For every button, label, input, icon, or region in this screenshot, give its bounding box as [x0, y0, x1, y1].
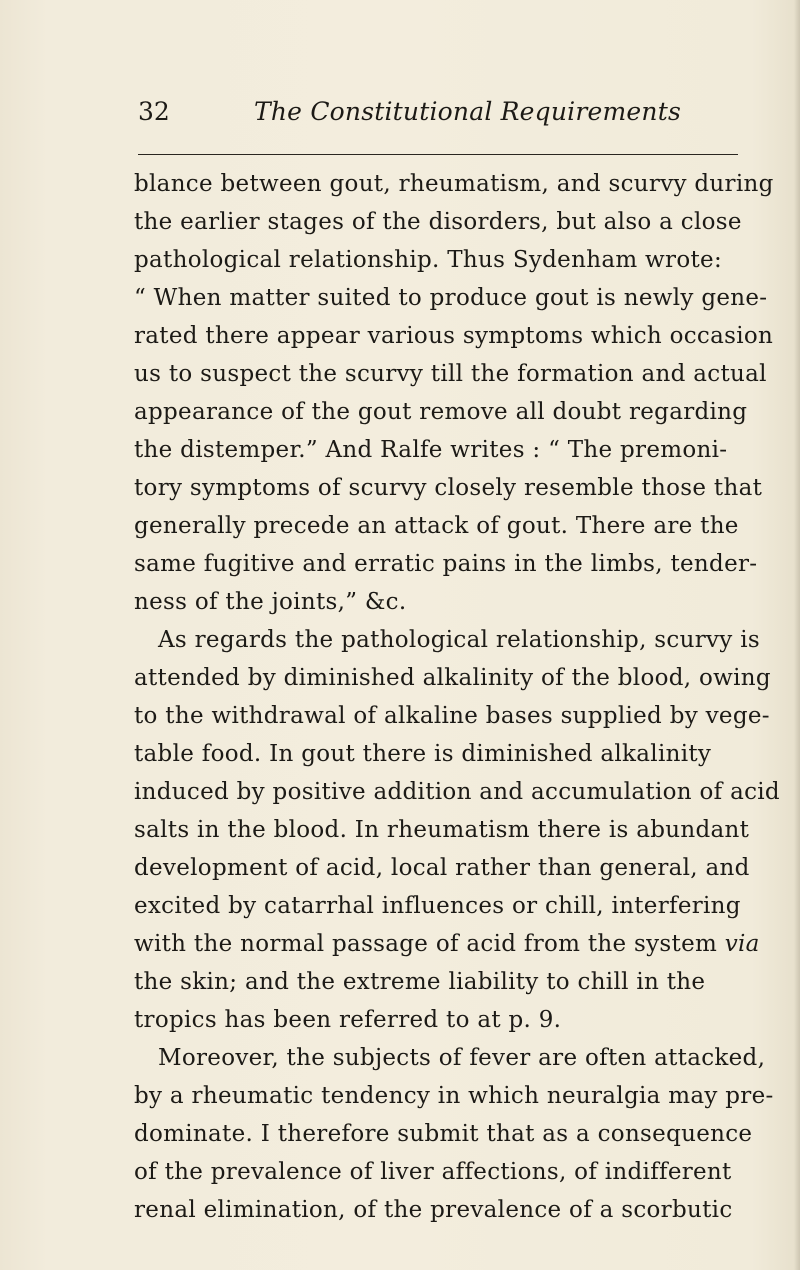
text-line: renal elimination, of the prevalence of a scorbutic [134, 1197, 733, 1223]
text-line: the earlier stages of the disorders, but also a close [134, 209, 742, 235]
text-line: dominate. I therefore submit that as a consequence [134, 1121, 753, 1147]
text-line: ness of the joints,” &c. [134, 589, 407, 615]
text-line: appearance of the gout remove all doubt regarding [134, 399, 748, 425]
text-line: excited by catarrhal influences or chill, interfering [134, 893, 741, 919]
text-line: pathological relationship. Thus Sydenham wrote: [134, 247, 722, 273]
page-number: 32 [138, 97, 170, 126]
header-rule [138, 154, 738, 155]
text-line: tory symptoms of scurvy closely resemble those that [134, 475, 763, 501]
text-line: of the prevalence of liver affections, of indifferent [134, 1159, 732, 1185]
text-line [134, 926, 760, 962]
italic-word: via [724, 931, 760, 957]
text-line: table food. In gout there is diminished alkalinity [134, 741, 712, 767]
text-line: same fugitive and erratic pains in the limbs, tender- [134, 551, 758, 577]
text-line: blance between gout, rheumatism, and scurvy during [134, 171, 774, 197]
text-line: As regards the pathological relationship, scurvy is [158, 627, 760, 653]
text-line: by a rheumatic tendency in which neuralgia may pre- [134, 1083, 774, 1109]
text-line: the distemper.” And Ralfe writes : “ The premoni- [134, 437, 728, 463]
text-line: generally precede an attack of gout. There are the [134, 513, 739, 539]
text-line: tropics has been referred to at p. 9. [134, 1007, 562, 1033]
page-edge-shadow [794, 0, 800, 1270]
text-line: to the withdrawal of alkaline bases supplied by vege- [134, 703, 770, 729]
text-line: rated there appear various symptoms which occasion [134, 323, 774, 349]
text-line: “ When matter suited to produce gout is newly gene- [134, 285, 768, 311]
text-line: induced by positive addition and accumulation of acid [134, 779, 780, 805]
text-line-part: with the normal passage of acid from the system [134, 931, 718, 957]
text-line: the skin; and the extreme liability to chill in the [134, 969, 706, 995]
running-title: The Constitutional Requirements [254, 97, 682, 126]
text-line: attended by diminished alkalinity of the blood, owing [134, 665, 771, 691]
text-line: development of acid, local rather than general, and [134, 855, 750, 881]
text-line: Moreover, the subjects of fever are often attacked, [158, 1045, 766, 1071]
running-head [138, 92, 738, 132]
text-line: salts in the blood. In rheumatism there is abundant [134, 817, 750, 843]
text-line: us to suspect the scurvy till the formation and actual [134, 361, 767, 387]
